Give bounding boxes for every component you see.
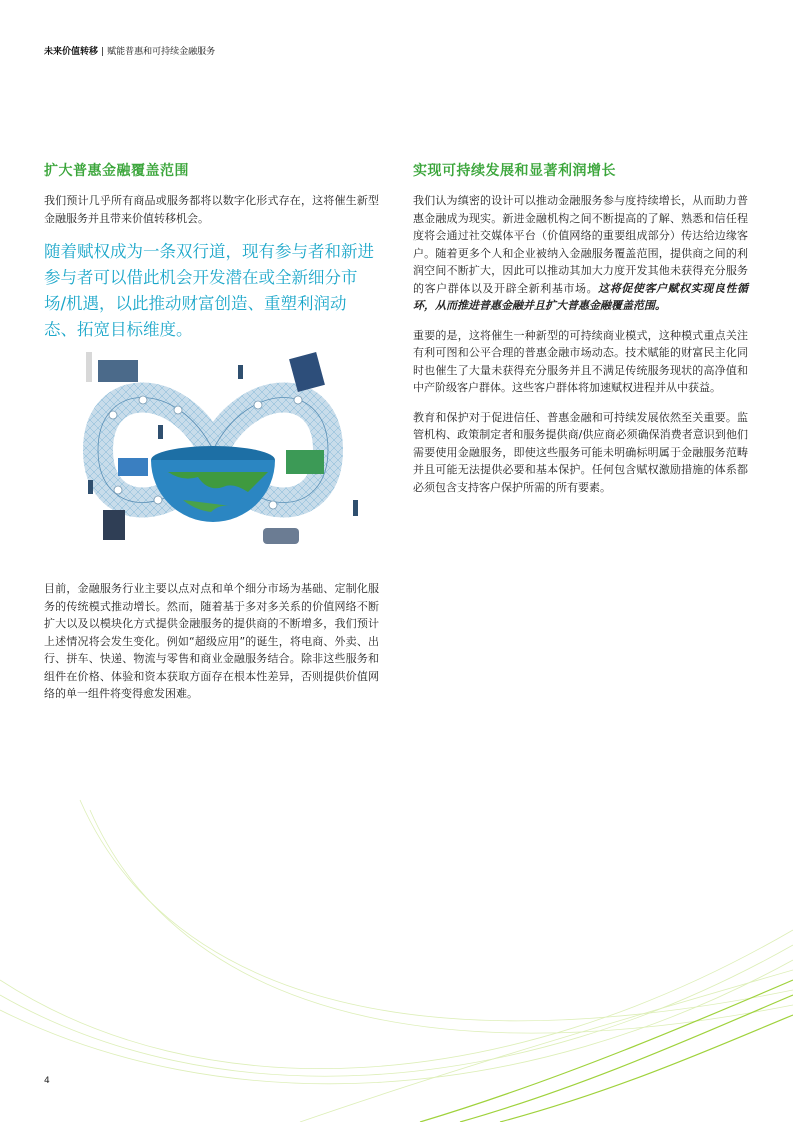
header-title: 未来价值转移 <box>44 47 99 57</box>
right-paragraph-3: 教育和保护对于促进信任、普惠金融和可持续发展依然至关重要。监管机构、政策制定者和服务提供商/供应商必须确保消费者意识到他们需要使用金融服务，即使这些服务可能未明确标明属于金融服务范畴并且可能无法提供必要和基本保护。任何包含赋权激励措施的体系都必须包含支持客户保护所需的所有要素。 <box>413 410 748 494</box>
recycling-bins-icon <box>118 458 148 476</box>
running-header <box>44 44 215 57</box>
left-paragraph: 目前，金融服务行业主要以点对点和单个细分市场为基础、定制化服务的传统模式推动增长。然而，随着基于多对多关系的价值网络不断扩大以及以模块化方式提供金融服务的提供商的不断增多，我们预计上述情况将会发生变化。例如“超级应用”的诞生，将电商、外卖、出行、拼车、快递、物流与零售和商业金融服务结合。除非这些服务和组件在价格、体验和资本获取方面存在根本性差异，否则提供价值网络的单一组件将变得愈发困难。 <box>44 582 379 700</box>
infinity-network-illustration <box>58 340 368 565</box>
left-intro: 我们预计几乎所有商品或服务都将以数字化形式存在，这将催生新型金融服务并且带来价值转移机会。 <box>44 194 379 225</box>
right-column <box>413 160 748 508</box>
phone-kiosk-icon <box>103 510 125 540</box>
right-paragraph-1-emphasis: 这将促使客户赋权实现良性循环，从而推进普惠金融并且扩大普惠金融覆盖范围。 <box>413 281 749 312</box>
greenhouse-icon <box>286 450 324 474</box>
header-subtitle: 赋能普惠和可持续金融服务 <box>107 47 216 57</box>
page-number: 4 <box>44 1076 50 1086</box>
left-column <box>44 160 379 343</box>
pull-quote: 随着赋权成为一条双行道，现有参与者和新进参与者可以借此机会开发潜在或全新细分市场/机遇，以此推动财富创造、重塑利润动态、拓宽目标维度。 <box>44 242 374 339</box>
right-paragraph-1-text: 我们认为缜密的设计可以推动金融服务参与度持续增长，从而助力普惠金融成为现实。新进金融机构之间不断提高的了解、熟悉和信任程度将会通过社交媒体平台（价值网络的重要组成部分）传达给边缘客户。随着更多个人和企业被纳入金融服务覆盖范围，提供商之间的利润空间不断扩大，因此可以推动其加大力度开发其他未获得充分服务的客户群体以及开辟全新利基市场。 <box>413 194 748 295</box>
car-icon <box>263 528 299 544</box>
right-paragraph-2: 重要的是，这将催生一种新型的可持续商业模式，这种模式重点关注有利可图和公平合理的普惠金融市场动态。技术赋能的财富民主化同时也催生了大量未获得充分服务并且不满足传统服务现状的高净值和中产阶级客户群体。这些客户群体将加速赋权进程并从中获益。 <box>413 328 748 394</box>
globe-hemisphere <box>151 460 275 522</box>
right-paragraph-1 <box>413 192 748 315</box>
factory-icon <box>98 360 138 382</box>
left-lower-paragraph-block <box>44 580 379 715</box>
left-heading: 扩大普惠金融覆盖范围 <box>44 163 189 179</box>
header-separator: | <box>101 47 105 57</box>
decorative-swoosh <box>0 780 793 1122</box>
right-heading: 实现可持续发展和显著利润增长 <box>413 163 616 179</box>
